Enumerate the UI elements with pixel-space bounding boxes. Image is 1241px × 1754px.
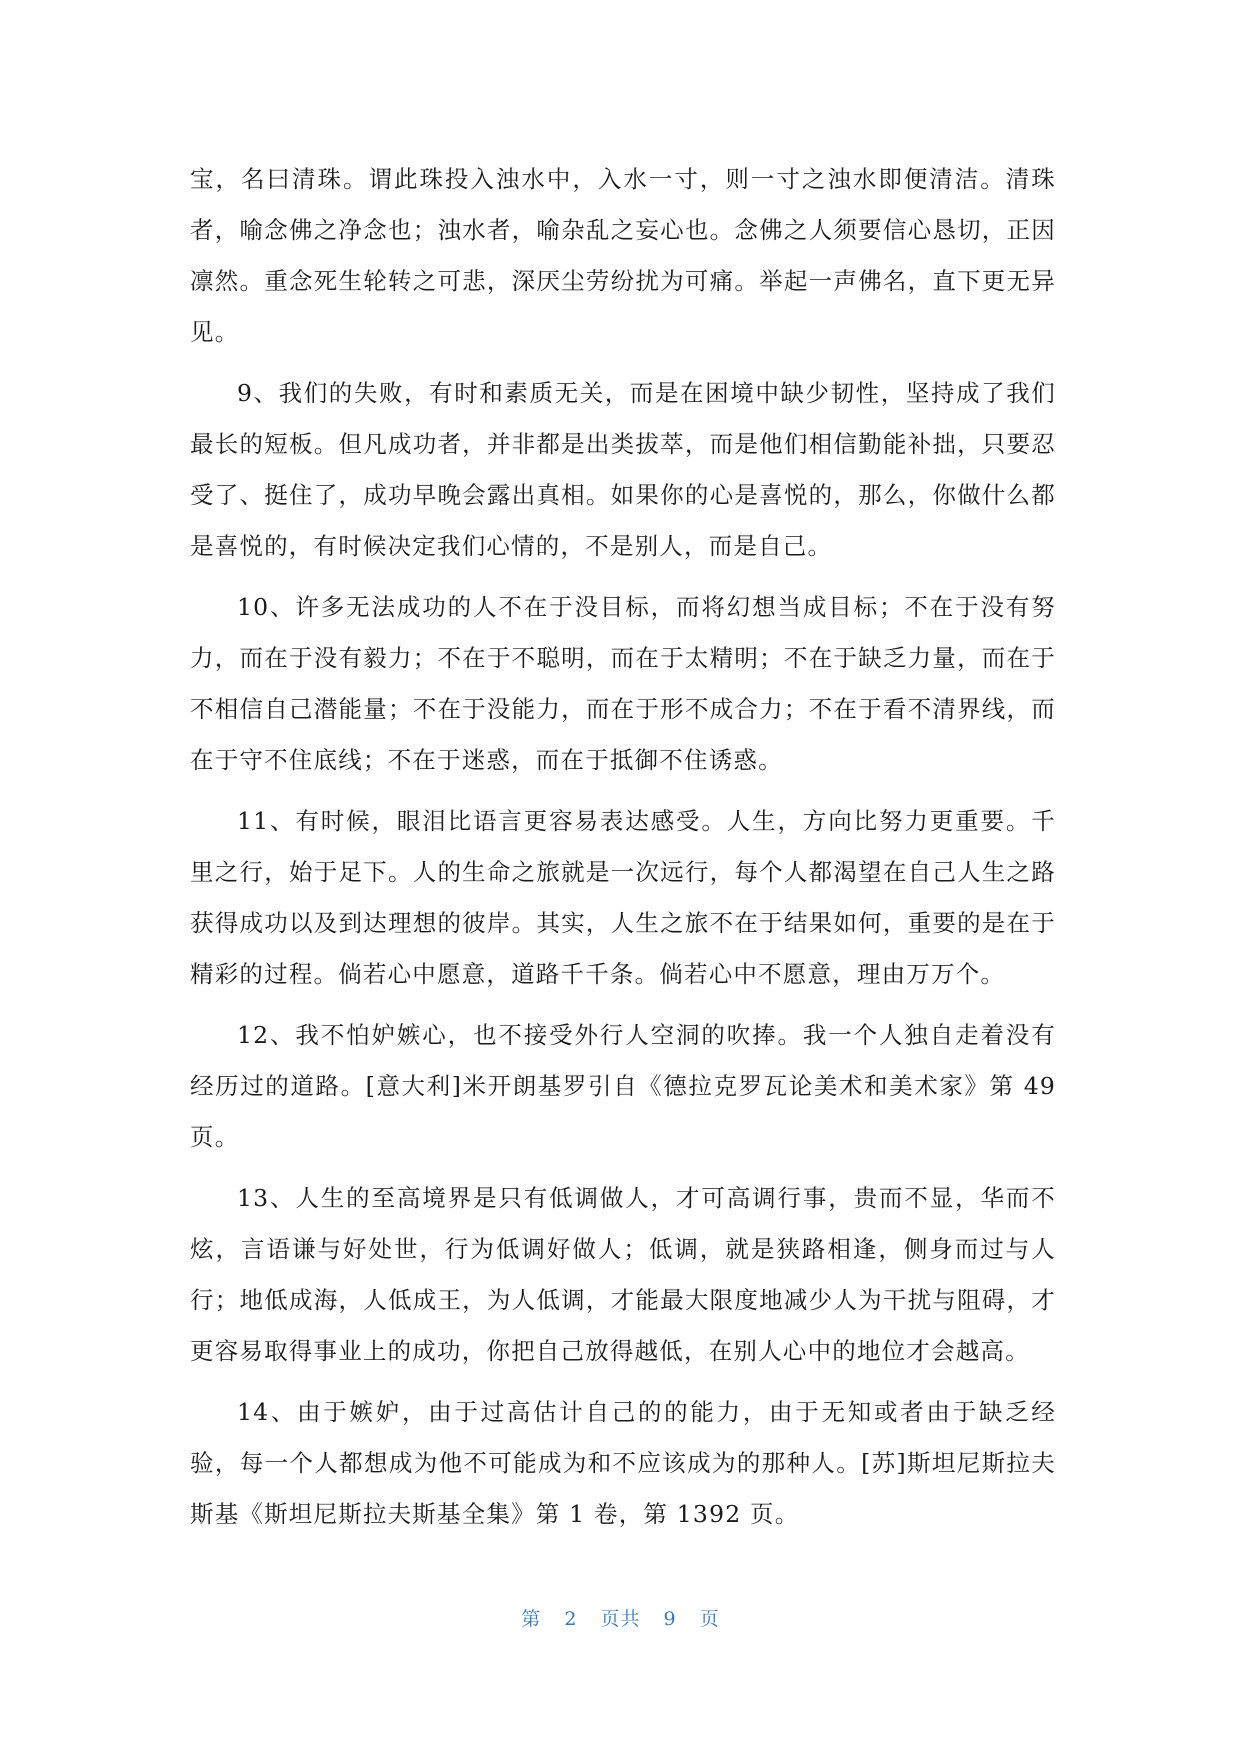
paragraph-quote-9: 9、我们的失败，有时和素质无关，而是在困境中缺少韧性，坚持成了我们最长的短板。但凡成功者，并非都是出类拔萃，而是他们相信勤能补拙，只要忍受了、挺住了，成功早晚会露出真相。如果你的心是喜悦的，那么，你做什么都是喜悦的，有时候决定我们心情的，不是别人，而是自己。 — [190, 379, 1056, 560]
paragraph-quote-11: 11、有时候，眼泪比语言更容易表达感受。人生，方向比努力更重要。千里之行，始于足下。人的生命之旅就是一次远行，每个人都渴望在自己人生之路获得成功以及到达理想的彼岸。其实，人生之旅不在于结果如何，重要的是在于精彩的过程。倘若心中愿意，道路千千条。倘若心中不愿意，理由万万个。 — [190, 807, 1056, 988]
paragraph-quote-12: 12、我不怕妒嫉心，也不接受外行人空洞的吹捧。我一个人独自走着没有经历过的道路。[意大利]米开朗基罗引自《德拉克罗瓦论美术和美术家》第 49 页。 — [190, 1021, 1056, 1151]
footer-total-pages: 9 — [663, 1608, 677, 1630]
page-body — [190, 154, 1056, 1540]
page-number-footer — [0, 1604, 1241, 1631]
paragraph-quote-10: 10、许多无法成功的人不在于没目标，而将幻想当成目标；不在于没有努力，而在于没有毅力；不在于不聪明，而在于太精明；不在于缺乏力量，而在于不相信自己潜能量；不在于没能力，而在于形不成合力；不在于看不清界线，而在于守不住底线；不在于迷惑，而在于抵御不住诱惑。 — [190, 593, 1056, 774]
footer-prefix: 第 — [521, 1608, 542, 1630]
paragraph-continued: 宝，名曰清珠。谓此珠投入浊水中，入水一寸，则一寸之浊水即便清洁。清珠者，喻念佛之净念也；浊水者，喻杂乱之妄心也。念佛之人须要信心恳切，正因凛然。重念死生轮转之可悲，深厌尘劳纷扰为可痛。举起一声佛名，直下更无异见。 — [190, 165, 1056, 346]
footer-current-page: 2 — [564, 1608, 578, 1630]
footer-middle: 页共 — [600, 1608, 641, 1630]
paragraph-quote-13: 13、人生的至高境界是只有低调做人，才可高调行事，贵而不显，华而不炫，言语谦与好处世，行为低调好做人；低调，就是狭路相逢，侧身而过与人行；地低成海，人低成王，为人低调，才能最大限度地减少人为干扰与阻碍，才更容易取得事业上的成功，你把自己放得越低，在别人心中的地位才会越高。 — [190, 1184, 1056, 1365]
paragraph-quote-14: 14、由于嫉妒，由于过高估计自己的的能力，由于无知或者由于缺乏经验，每一个人都想成为他不可能成为和不应该成为的那种人。[苏]斯坦尼斯拉夫斯基《斯坦尼斯拉夫斯基全集》第 1 卷，第 1392 页。 — [190, 1398, 1056, 1528]
footer-suffix: 页 — [699, 1608, 720, 1630]
